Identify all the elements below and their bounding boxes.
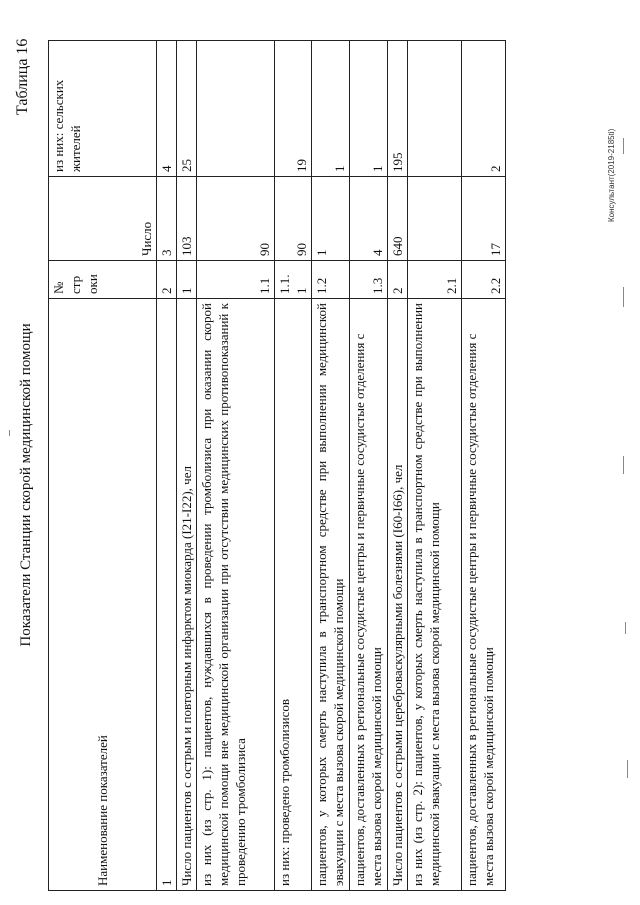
row-name: пациентов, у которых смерть наступила в транспортном средстве при выполнении медицинской эвакуации с места вызова скорой медицинской помощи: [312, 299, 350, 891]
row-count: 90: [275, 177, 312, 261]
table-row: [177, 41, 197, 891]
row-name: пациентов, доставленных в региональные сосудистые центры и первичные сосудистые отделения с места вызова скорой медицинской помощи: [350, 299, 388, 891]
row-count: 17: [462, 177, 506, 261]
table-row: [388, 41, 408, 891]
scan-mark: [623, 287, 624, 307]
row-name: пациентов, доставленных в региональные сосудистые центры и первичные сосудистые отделения с места вызова скорой медицинской помощи: [462, 299, 506, 891]
row-rural: 2: [462, 41, 506, 177]
column-index-3: 3: [157, 177, 177, 261]
row-count: 103: [177, 177, 197, 261]
row-number: 2.1: [408, 261, 462, 299]
document-title: Показатели Станции скорой медицинской помощи: [18, 323, 34, 647]
row-name: из них: проведено тромболизисов: [275, 299, 312, 891]
table-row: [197, 41, 275, 891]
row-number: 1: [177, 261, 197, 299]
row-name: Число пациентов с острыми цереброваскулярными болезнями (I60-I66), чел: [388, 299, 408, 891]
row-number: 2: [388, 261, 408, 299]
table-row: [408, 41, 462, 891]
row-count: 1: [312, 177, 350, 261]
row-rural: 195: [388, 41, 408, 177]
row-count: [408, 177, 462, 261]
table-header-row: [49, 41, 157, 891]
table-number: Таблица 16: [14, 38, 31, 115]
row-rural: [197, 41, 275, 177]
row-rural: 1: [350, 41, 388, 177]
scan-mark: [627, 760, 628, 778]
table-row: [350, 41, 388, 891]
column-index-1: 1: [157, 299, 177, 891]
scan-mark: [623, 456, 624, 474]
scan-mark: [9, 430, 10, 436]
column-index-2: 2: [157, 261, 177, 299]
row-number: 1.1. 1: [275, 261, 312, 299]
row-name: из них (из стр. 2): пациентов, у которых смерть наступила в транспортном средстве при выполнении медицинской эвакуации с места вызова скорой медицинской помощи: [408, 299, 462, 891]
row-rural: 19: [275, 41, 312, 177]
column-index-4: 4: [157, 41, 177, 177]
row-name: из них (из стр. 1): пациентов, нуждавшихся в проведении тромболизиса при оказании скорой медицинской помощи вне медицинской организации при отсутствии медицинских противопоказаний к проведению тромболизиса: [197, 299, 275, 891]
row-number: 1.1: [197, 261, 275, 299]
header-name: Наименование показателей: [49, 299, 157, 891]
row-number: 2.2: [462, 261, 506, 299]
column-index-row: [157, 41, 177, 891]
consultant-watermark: Консультант(2019-2185ti): [607, 128, 616, 222]
header-count: Число: [49, 177, 157, 261]
header-row-no: № стр оки: [49, 261, 157, 299]
header-rural: из них: сельских жителей: [49, 41, 157, 177]
table-row: [275, 41, 312, 891]
row-count: 4: [350, 177, 388, 261]
row-number: 1.3: [350, 261, 388, 299]
row-rural: [408, 41, 462, 177]
row-rural: 25: [177, 41, 197, 177]
table-row: [312, 41, 350, 891]
row-rural: 1: [312, 41, 350, 177]
scan-mark: [625, 622, 626, 634]
scan-mark: [623, 138, 624, 154]
row-count: 640: [388, 177, 408, 261]
table-row: [462, 41, 506, 891]
row-count: 90: [197, 177, 275, 261]
indicators-table: [48, 40, 506, 891]
row-number: 1.2: [312, 261, 350, 299]
row-name: Число пациентов с острым и повторным инфарктом миокарда (I21-I22), чел: [177, 299, 197, 891]
